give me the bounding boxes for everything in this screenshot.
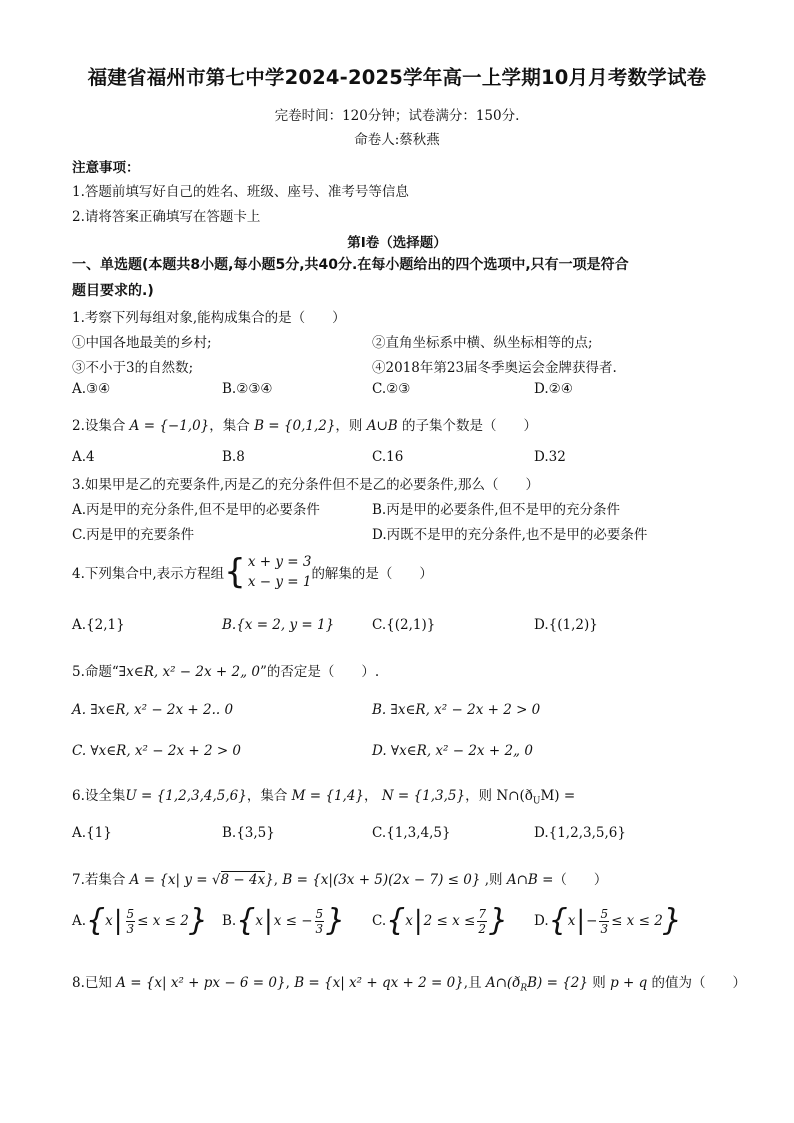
q7d-frac-num: 5	[600, 906, 609, 921]
question-4-option-b: B.{x = 2, y = 1}	[222, 617, 335, 633]
exam-author: 命卷人:蔡秋燕	[354, 132, 440, 148]
notice-item-2: 2.请将答案正确填写在答题卡上	[72, 209, 261, 225]
question-7-option-d	[534, 903, 682, 938]
question-1-stem: 1.考察下列每组对象,能构成集合的是（ ）	[72, 310, 346, 326]
left-brace-icon: {	[86, 903, 106, 938]
q6-expr-end: M) =	[540, 788, 576, 804]
q8-stem-b: ,	[285, 975, 295, 991]
q7c-frac-num: 7	[478, 906, 486, 921]
q7-set-a-end: }	[265, 872, 274, 888]
q6-stem-c: ，	[364, 788, 382, 804]
set-bar-icon: |	[263, 906, 273, 936]
q4-stem-b: 的解集的是（ ）	[311, 566, 433, 582]
question-6-stem	[72, 784, 575, 807]
right-brace-icon: }	[488, 903, 509, 938]
q5-stem-a: 5.命题“	[72, 664, 119, 680]
q8-expr-end: B) = {2}	[527, 975, 588, 991]
question-2-option-b: B.8	[222, 449, 245, 465]
question-7-option-a	[72, 903, 208, 938]
q7b-mid: x ≤ −	[273, 913, 313, 929]
q4-eq1: x + y = 3	[247, 554, 312, 570]
q7-set-b: B = {x|(3x + 5)(2x − 7) ≤ 0}	[282, 872, 481, 888]
q7b-frac-num: 5	[315, 906, 324, 921]
question-3-option-b: B.丙是甲的必要条件,但不是甲的充分条件	[372, 502, 621, 518]
sqrt-icon: √	[211, 872, 221, 888]
q7a-post: ≤ x ≤ 2	[137, 913, 189, 929]
question-2-stem	[72, 414, 537, 434]
q6-set-u: U = {1,2,3,4,5,6}	[125, 788, 247, 804]
volume-title: 第I卷（选择题）	[347, 235, 447, 251]
question-3-option-c: C.丙是甲的充要条件	[72, 527, 195, 543]
q2-union: A∪B	[366, 418, 398, 434]
q2-stem-a: 2.设集合	[72, 418, 130, 434]
question-5-option-c: C. ∀x∈R, x² − 2x + 2 > 0	[72, 743, 242, 759]
question-6-option-d: D.{1,2,3,5,6}	[534, 825, 626, 841]
q8-set-b: B = {x| x² + qx + 2 = 0}	[294, 975, 464, 991]
question-2-option-a: A.4	[72, 449, 95, 465]
question-5-stem	[72, 660, 379, 680]
question-1-item-1: ①中国各地最美的乡村;	[72, 335, 212, 351]
left-brace-icon: {	[236, 903, 256, 938]
q8-expr-sub: R	[520, 983, 528, 994]
question-1-option-c: C.②③	[372, 381, 411, 397]
question-2-option-d: D.32	[534, 449, 566, 465]
q2-stem-d: 的子集个数是（ ）	[397, 418, 537, 434]
q7-intersection: A∩B	[506, 872, 538, 888]
q6-stem-d: ，则	[465, 788, 497, 804]
q7b-frac-den: 3	[315, 921, 324, 936]
q5-stem-b: ”的否定是（ ）.	[259, 664, 380, 680]
q7d-frac-den: 3	[600, 921, 609, 936]
question-4-stem	[72, 552, 433, 592]
q6-expression	[496, 788, 576, 807]
question-6-option-a: A.{1}	[72, 825, 112, 841]
question-4-option-d: D.{(1,2)}	[534, 617, 598, 633]
right-brace-icon: }	[662, 903, 682, 938]
q6-set-m: M = {1,4}	[291, 788, 365, 804]
question-8-stem	[72, 971, 746, 994]
q7-set-a: A = {x| y =	[129, 872, 212, 888]
q7-stem-b: ,	[273, 872, 283, 888]
question-1-item-3: ③不小于3的自然数;	[72, 360, 194, 376]
q7-label-a: A.	[72, 913, 87, 929]
q2-set-a: A = {−1,0}	[129, 418, 210, 434]
q5-proposition: ∃x∈R, x² − 2x + 2„ 0	[118, 664, 260, 680]
q8-pq: p + q	[610, 975, 648, 991]
q8-expression	[485, 975, 588, 994]
question-3-option-d: D.丙既不是甲的充分条件,也不是甲的必要条件	[372, 527, 648, 543]
exam-title: 福建省福州市第七中学2024-2025学年高一上学期10月月考数学试卷	[87, 66, 707, 89]
q7-label-c: C.	[372, 913, 387, 929]
q2-stem-c: ，则	[335, 418, 367, 434]
question-6-option-c: C.{1,3,4,5}	[372, 825, 451, 841]
q2-set-b: B = {0,1,2}	[254, 418, 336, 434]
q7d-post: ≤ x ≤ 2	[611, 913, 663, 929]
q7c-frac-den: 2	[478, 921, 486, 936]
notice-heading: 注意事项：	[72, 160, 140, 176]
left-brace-icon: {	[548, 903, 568, 938]
right-brace-icon: }	[188, 903, 208, 938]
q7a-frac-den: 3	[126, 921, 135, 936]
left-brace-icon: {	[386, 903, 406, 938]
q7-label-d: D.	[534, 913, 549, 929]
q6-stem-a: 6.设全集	[72, 788, 126, 804]
question-1-option-b: B.②③④	[222, 381, 273, 397]
question-4-option-c: C.{(2,1)}	[372, 617, 436, 633]
set-bar-icon: |	[413, 906, 423, 936]
q4-stem-a: 4.下列集合中,表示方程组	[72, 566, 225, 582]
q7-label-b: B.	[222, 913, 237, 929]
q6-expr-start: N∩(ð	[496, 788, 533, 804]
q7c-var: x	[405, 913, 413, 929]
question-5-option-d: D. ∀x∈R, x² − 2x + 2„ 0	[372, 743, 533, 759]
set-bar-icon: |	[576, 906, 586, 936]
q4-equation-system	[224, 552, 311, 592]
question-2-option-c: C.16	[372, 449, 404, 465]
q7d-var: x	[567, 913, 576, 929]
q7-stem-d: =（ ）	[537, 872, 608, 888]
question-4-option-a: A.{2,1}	[72, 617, 125, 633]
q7b-var: x	[255, 913, 263, 929]
q8-expr-start: A∩(ð	[485, 975, 521, 991]
q8-stem-e: 的值为（ ）	[647, 975, 747, 991]
left-brace-icon: {	[224, 552, 246, 592]
question-3-stem: 3.如果甲是乙的充要条件,丙是乙的充分条件但不是乙的必要条件,那么（ ）	[72, 477, 539, 493]
q4-eq2: x − y = 1	[247, 574, 312, 590]
question-7-option-c	[372, 903, 509, 938]
section-1-heading	[72, 252, 722, 304]
q2-stem-b: ，集合	[209, 418, 255, 434]
q6-set-n: N = {1,3,5}	[381, 788, 466, 804]
question-5-option-b: B. ∃x∈R, x² − 2x + 2 > 0	[372, 702, 541, 718]
q6-expr-sub: U	[532, 796, 541, 807]
q8-stem-d: 则	[587, 975, 611, 991]
right-brace-icon: }	[326, 903, 346, 938]
section-1-line-2: 题目要求的.)	[72, 283, 154, 299]
question-6-option-b: B.{3,5}	[222, 825, 275, 841]
q7c-mid: 2 ≤ x ≤	[423, 913, 476, 929]
question-1-item-2: ②直角坐标系中横、纵坐标相等的点;	[372, 335, 593, 351]
q7a-frac-num: 5	[126, 906, 135, 921]
question-3-option-a: A.丙是甲的充分条件,但不是甲的必要条件	[72, 502, 320, 518]
q8-set-a: A = {x| x² + px − 6 = 0}	[116, 975, 286, 991]
q7-stem-a: 7.若集合	[72, 872, 130, 888]
notice-item-1: 1.答题前填写好自己的姓名、班级、座号、准考号等信息	[72, 184, 409, 200]
question-5-option-a: A. ∃x∈R, x² − 2x + 2.. 0	[72, 702, 234, 718]
question-1-option-d: D.②④	[534, 381, 573, 397]
question-1-option-a: A.③④	[72, 381, 111, 397]
q7-sqrt-inner: 8 − 4x	[220, 872, 266, 888]
question-1-item-4: ④2018年第23届冬季奥运会金牌获得者.	[372, 360, 617, 376]
question-7-stem	[72, 868, 607, 888]
q6-stem-b: ，集合	[246, 788, 292, 804]
q7d-mid: −	[586, 913, 598, 929]
section-1-line-1: 一、单选题(本题共8小题,每小题5分,共40分.在每小题给出的四个选项中,只有一项是符合	[72, 257, 629, 273]
exam-time-info: 完卷时间：120分钟；试卷满分：150分.	[274, 108, 520, 124]
q7a-var: x	[105, 913, 113, 929]
q7-stem-c: ,则	[480, 872, 507, 888]
q8-stem-c: ,且	[463, 975, 486, 991]
question-7-option-b	[222, 903, 346, 938]
set-bar-icon: |	[113, 906, 123, 936]
q8-stem-a: 8.已知	[72, 975, 117, 991]
